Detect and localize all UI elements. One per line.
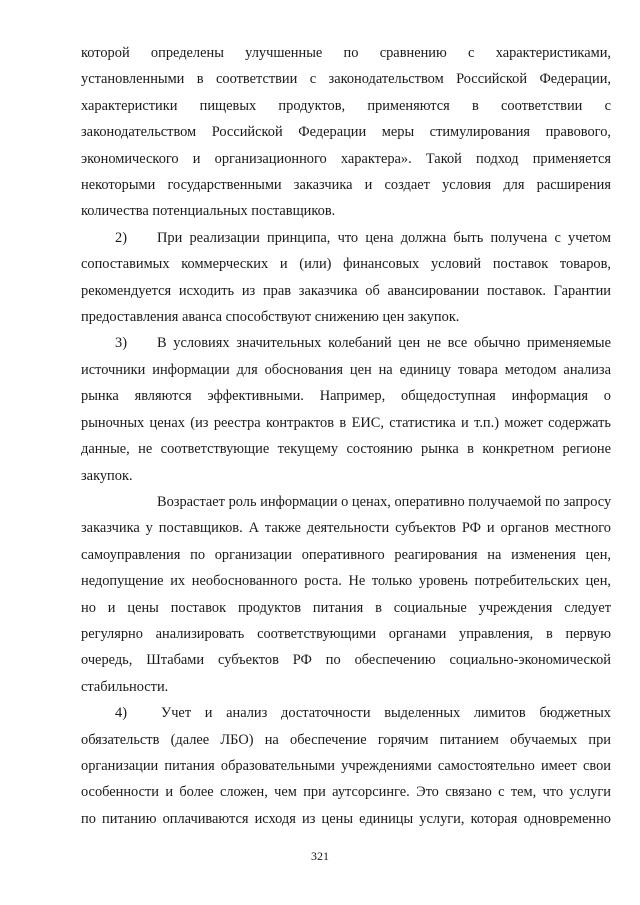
text-line: рекомендуется исходить из прав заказчика об авансировании поставок. Гарантии — [81, 282, 611, 299]
text-line: самоуправления по организации оперативного реагирования на изменения цен, — [81, 546, 611, 563]
text-line: рынка являются эффективными. Например, общедоступная информация о — [81, 388, 611, 405]
text-line: по питанию оплачиваются исходя из цены единицы услуги, которая одновременно — [81, 810, 611, 827]
text-line: недопущение их необоснованного роста. Не только уровень потребительских цен, — [81, 573, 611, 590]
text-line: стабильности. — [81, 678, 169, 695]
text-line: данные, не соответствующие текущему состоянию рынка в конкретном регионе — [81, 441, 611, 458]
paragraph-continuation — [81, 40, 611, 225]
text-line: заказчика у поставщиков. А также деятельности субъектов РФ и органов местного — [81, 520, 611, 537]
text-line: закупок. — [81, 467, 133, 484]
text-line: некоторыми государственными заказчика и создает условия для расширения — [81, 177, 611, 194]
paragraph-item-2 — [81, 225, 611, 331]
text-line: сопоставимых коммерческих и (или) финансовых условий поставок товаров, — [81, 256, 611, 273]
text-line: рыночных ценах (из реестра контрактов в ЕИС, статистика и т.п.) может содержать — [81, 414, 611, 431]
text-line — [81, 225, 611, 251]
paragraph-item-4 — [81, 700, 611, 832]
page-number: 321 — [311, 849, 329, 863]
text-line — [81, 489, 611, 515]
list-number: 3) — [115, 335, 127, 352]
text-line: характеристики пищевых продуктов, применяются в соответствии с — [81, 97, 611, 114]
text-fragment: При реализации принципа, что цена должна быть получена с учетом — [157, 229, 611, 246]
list-number: 4) — [115, 705, 127, 722]
text-line — [81, 700, 611, 726]
text-fragment: Возрастает роль информации о ценах, оперативно получаемой по запросу — [157, 493, 612, 510]
text-line: предоставления аванса способствуют снижению цен закупок. — [81, 309, 460, 326]
text-line: регулярно анализировать соответствующими органами управления, в первую — [81, 625, 611, 642]
text-fragment: Учет и анализ достаточности выделенных лимитов бюджетных — [161, 705, 611, 722]
text-fragment: В условиях значительных колебаний цен не все обычно применяемые — [157, 335, 611, 352]
list-number: 2) — [115, 229, 127, 246]
text-line: обязательств (далее ЛБО) на обеспечение горячим питанием обучаемых при — [81, 731, 611, 748]
text-line: которой определены улучшенные по сравнению с характеристиками, — [81, 45, 611, 61]
text-line: количества потенциальных поставщиков. — [81, 203, 336, 220]
paragraph-item-3 — [81, 330, 611, 488]
text-line: источники информации для обоснования цен на единицу товара методом анализа — [81, 361, 611, 378]
text-line: очередь, Штабами субъектов РФ по обеспечению социально-экономической — [81, 652, 611, 669]
text-line: законодательством Российской Федерации меры стимулирования правового, — [81, 124, 611, 141]
text-line: но и цены поставок продуктов питания в социальные учреждения следует — [81, 599, 611, 616]
text-line: экономического и организационного характера». Такой подход применяется — [81, 150, 611, 167]
text-line: организации питания образовательными учреждениями самостоятельно имеет свои — [81, 757, 611, 774]
text-line: установленными в соответствии с законодательством Российской Федерации, — [81, 71, 611, 88]
paragraph-prices — [81, 489, 611, 700]
text-line — [81, 330, 611, 356]
text-line: особенности и более сложен, чем при аутсорсинге. Это связано с тем, что услуги — [81, 784, 611, 801]
document-page — [81, 40, 611, 832]
